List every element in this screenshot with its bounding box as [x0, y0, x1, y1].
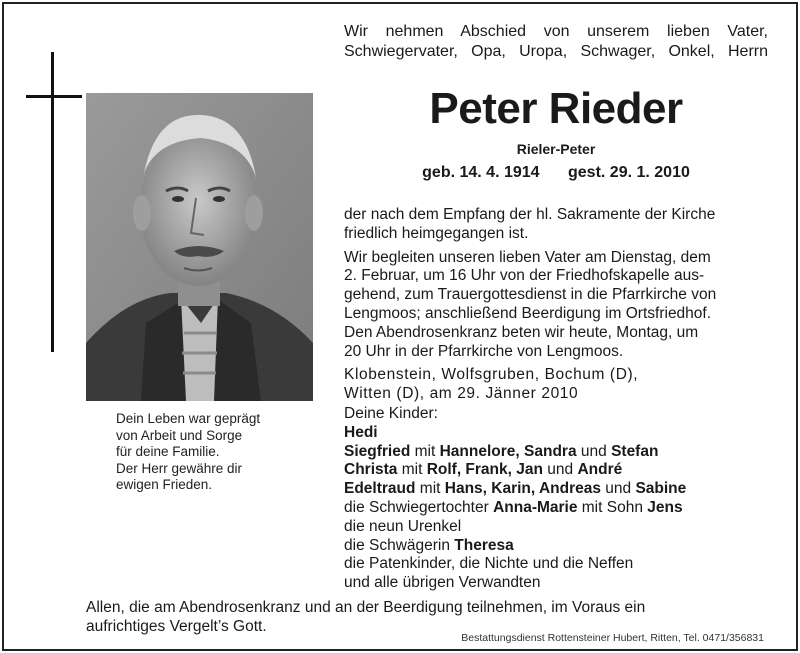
body-line: Lengmoos; anschließend Beerdigung im Ortsfriedhof. [344, 304, 712, 322]
mourners-header: Deine Kinder: [344, 405, 438, 422]
body-line: gehend, zum Trauergottesdienst in die Pfarrkirche von [344, 286, 717, 304]
body-line: friedlich heimgegangen ist. [344, 224, 529, 242]
mourner-line: und alle übrigen Verwandten [344, 574, 541, 592]
body-line: 2. Februar, um 16 Uhr von der Friedhofskapelle aus- [344, 267, 705, 285]
place-date-line: Witten (D), am 29. Jänner 2010 [344, 385, 579, 403]
caption-line: Dein Leben war geprägt [116, 411, 261, 426]
mourner-line: die neun Urenkel [344, 517, 462, 535]
portrait-image [86, 93, 313, 401]
mourner-name: Hedi [344, 423, 378, 441]
caption-line: ewigen Frieden. [116, 477, 213, 492]
closing-line: aufrichtiges Vergelt’s Gott. [86, 618, 267, 635]
portrait-photo [86, 93, 313, 401]
photo-caption [116, 411, 260, 494]
place-date-line: Klobenstein, Wolfsgruben, Bochum (D), [344, 366, 639, 384]
body-line: 20 Uhr in der Pfarrkirche von Lengmoos. [344, 342, 624, 360]
mourner-line: Siegfried mit Hannelore, Sandra und Stefan [344, 442, 659, 460]
caption-line: für deine Familie. [116, 444, 220, 459]
mourners-list [344, 405, 686, 593]
intro-text [344, 22, 768, 62]
mourner-line: Christa mit Rolf, Frank, Jan und André [344, 461, 623, 479]
closing-text [86, 598, 768, 636]
notice-body [344, 206, 768, 404]
life-dates [344, 164, 768, 182]
intro-line: Wir nehmen Abschied von unserem lieben Vater, [344, 23, 768, 40]
closing-line: Allen, die am Abendrosenkranz und an der Beerdigung teilnehmen, im Voraus ein [86, 599, 646, 616]
deceased-nickname: Rieler-Peter [516, 141, 596, 157]
body-line: der nach dem Empfang der hl. Sakramente der Kirche [344, 206, 716, 223]
body-line: Den Abendrosenkranz beten wir heute, Montag, um [344, 323, 699, 341]
caption-line: von Arbeit und Sorge [116, 427, 243, 443]
mourner-line: die Schwägerin Theresa [344, 536, 514, 554]
caption-line: Der Herr gewähre dir [116, 460, 243, 476]
mourner-line: die Patenkinder, die Nichte und die Neffen [344, 555, 634, 573]
body-line: Wir begleiten unseren lieben Vater am Dienstag, dem [344, 248, 711, 266]
funeral-service-footer: Bestattungsdienst Rottensteiner Hubert, Ritten, Tel. 0471/356831 [461, 632, 764, 644]
deceased-name: Peter Rieder [429, 84, 683, 133]
death-date: gest. 29. 1. 2010 [568, 164, 690, 181]
cross-icon-bar [26, 95, 82, 98]
mourner-line: Edeltraud mit Hans, Karin, Andreas und Sabine [344, 480, 687, 498]
intro-line: Schwiegervater, Opa, Uropa, Schwager, Onkel, Herrn [344, 43, 768, 60]
birth-date: geb. 14. 4. 1914 [422, 164, 540, 181]
mourner-line: die Schwiegertochter Anna-Marie mit Sohn Jens [344, 498, 683, 516]
